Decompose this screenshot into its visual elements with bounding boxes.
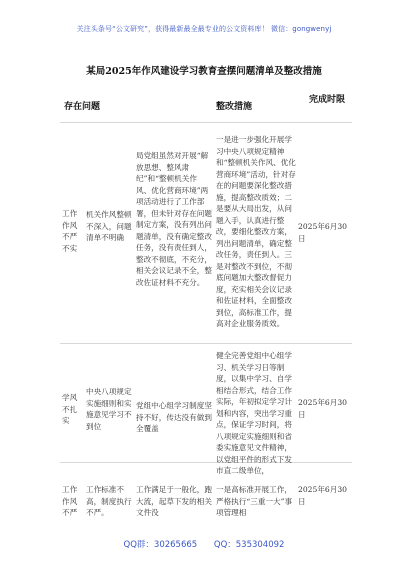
- row-category: 学风不扎实: [62, 393, 78, 425]
- column-header-deadline: 完成时限: [309, 95, 346, 105]
- row-issue: 工作标准不高，制度执行不严。: [86, 485, 132, 517]
- footer-qq-group: QQ群：30265665: [123, 540, 198, 550]
- column-header-measures: 整改措施: [216, 102, 253, 112]
- footer: [0, 538, 408, 550]
- row-category: 工作作风不严不实: [62, 209, 78, 253]
- document-title: 某局2025年作风建设学习教育查摆问题清单及整改措施: [86, 66, 322, 77]
- header-notice: 关注头条号“公文研究”，获得最新最全最专业的公文资料库！ 微信：gongwenyj: [76, 25, 332, 33]
- header-rule: [60, 122, 352, 123]
- column-header-problem: 存在问题: [64, 102, 101, 112]
- row-deadline: 2025年6月30日: [298, 222, 348, 243]
- row-deadline: 2025年6月30日: [298, 398, 348, 419]
- row-category: 工作作风不严: [62, 485, 78, 517]
- row-issue: 中央八项规定实施细则和实施意见学习不到位: [86, 387, 132, 431]
- row-detail: 工作满足于一般化，跑大流，起草下发的相关文件没: [136, 485, 212, 517]
- row-divider: [60, 343, 352, 344]
- row-divider: [60, 462, 352, 463]
- row-measures: 健全完善党组中心组学习、机关学习日等制度，以集中学习、自学相结合形式，结合工作实际，年初拟定学习计划和内容，突出学习重点，保证学习时间，将八项规定实施细则和省委实施意见文件精神，以党组平件的形式下发市直二级单位，: [216, 351, 292, 475]
- row-detail: 党组中心组学习制度坚持不好，传达没有做到全覆盖: [136, 401, 212, 433]
- footer-qq: QQ：535304092: [213, 540, 285, 550]
- row-deadline: 2025年6月30日: [298, 485, 348, 506]
- row-measures: 一是进一步强化开展学习中央八项规定精神和“整顿机关作风、优化营商环境”活动，针对存在的问题要深化整改措施，提高整改质效；二是要从大局出发，从问题入手，认真进行整改，要细化整改方案，列出问题清单，确定整改任务，责任到人。三是对整改不到位，不彻底问题加大整改督促力度，充实相关会议记录和佐证材料，全面整改到位，高标准工作，提高对企业服务质效。: [216, 135, 296, 328]
- row-measures: 一是高标准开展工作，严格执行“三重一大”事项管理相: [216, 485, 293, 517]
- row-detail: 局党组虽然对开展“解放思想、整风肃纪”和“整顿机关作风、优化营商环境”两项活动进行了工作部署，但未针对存在问题制定方案，没有列出问题清单，没有确定整改任务，没有责任到人，整改不彻底，不充分，相关会议记录不全，整改佐证材料不充分。: [136, 151, 212, 287]
- row-issue: 机关作风整顿不深入，问题清单不明确: [86, 210, 132, 242]
